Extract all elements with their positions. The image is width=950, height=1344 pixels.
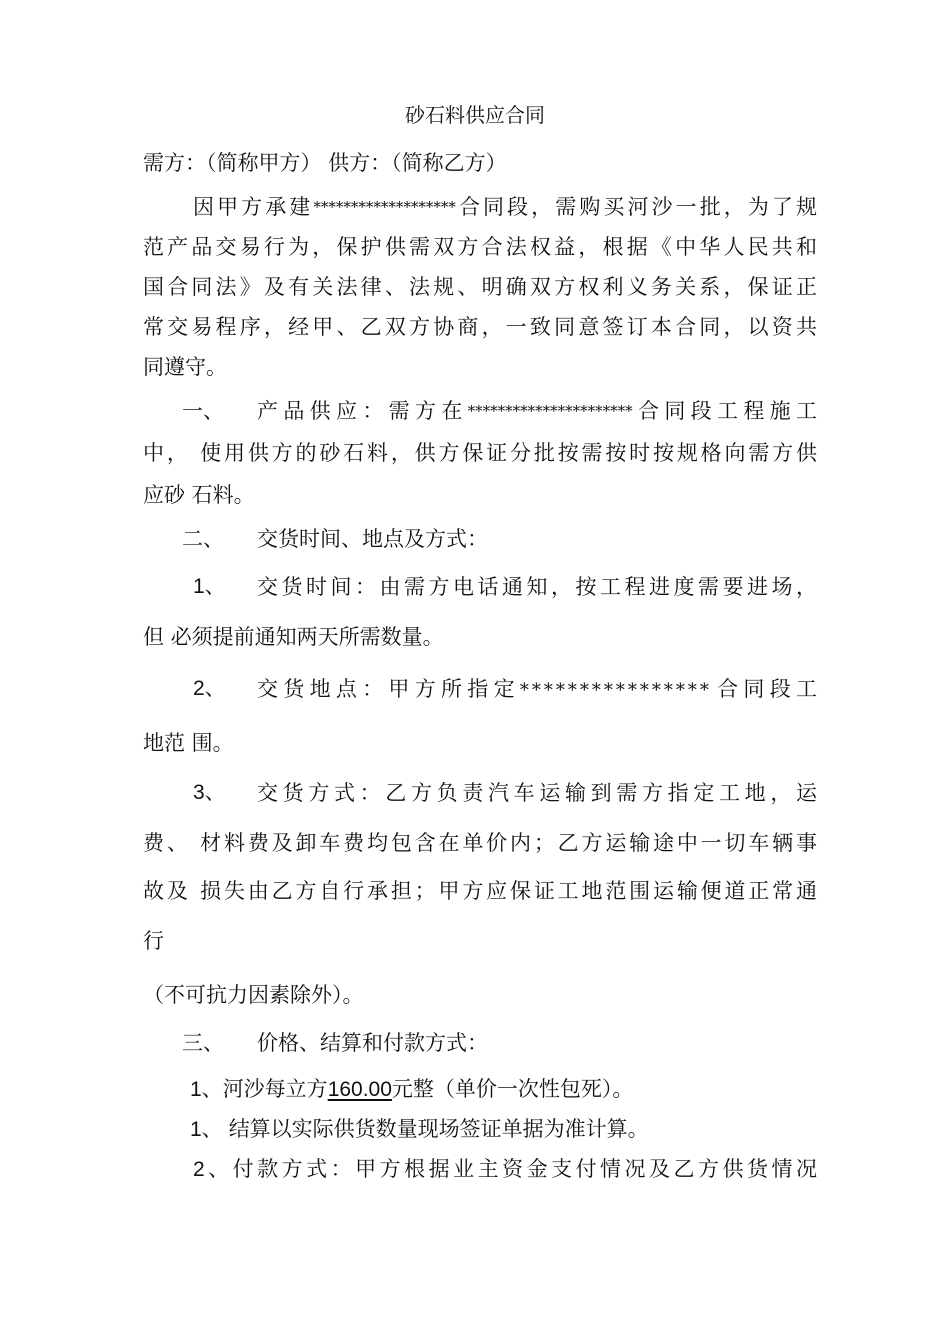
section-text: 河沙每立方 bbox=[222, 1077, 328, 1101]
item-3-2 bbox=[190, 1114, 649, 1145]
intro-text: 因甲方承建 bbox=[193, 195, 314, 219]
item-2-3-line-3: 故及 损失由乙方自行承担；甲方应保证工地范围运输便道正常通 bbox=[143, 879, 817, 903]
document-title: 砂石料供应合同 bbox=[405, 103, 545, 127]
item-3-3 bbox=[193, 1154, 817, 1185]
item-number: 1、 bbox=[190, 1078, 223, 1101]
item-2-3-number: 3、 bbox=[193, 781, 226, 804]
section-text: 结算以实际供货数量现场签证单据为准计算。 bbox=[228, 1117, 649, 1141]
item-2-3-line-4: 行 bbox=[143, 929, 164, 953]
unit-price: 160.00 bbox=[327, 1078, 392, 1101]
intro-line-2: 范产品交易行为，保护供需双方合法权益，根据《中华人民共和 bbox=[143, 235, 817, 259]
section-1-line-3: 应砂 石料。 bbox=[143, 483, 255, 507]
section-1-line-2: 中， 使用供方的砂石料，供方保证分批按需按时按规格向需方供 bbox=[143, 441, 817, 465]
section-text: 合同段工程施工 bbox=[632, 399, 818, 423]
section-text: 合同段工 bbox=[711, 677, 818, 701]
item-number: 2、 bbox=[193, 1158, 233, 1181]
intro-line-4: 常交易程序，经甲、乙双方协商，一致同意签订本合同，以资共 bbox=[143, 315, 817, 339]
item-2-1-number: 1、 bbox=[193, 575, 226, 598]
intro-line-5: 同遵守。 bbox=[143, 355, 227, 379]
item-2-2-number: 2、 bbox=[193, 677, 226, 700]
section-text: 付款方式：甲方根据业主资金支付情况及乙方供货情况 bbox=[232, 1157, 817, 1181]
section-2-heading: 交货时间、地点及方式： bbox=[257, 527, 488, 551]
parties-line: 需方：（简称甲方） 供方：（简称乙方） bbox=[143, 151, 507, 175]
item-2-2-line-1 bbox=[257, 674, 817, 706]
redacted-placeholder: ******************* bbox=[313, 198, 456, 216]
intro-line-1 bbox=[143, 192, 817, 222]
intro-text: 合同段，需购买河沙一批，为了规 bbox=[455, 195, 817, 219]
item-3-1 bbox=[190, 1074, 633, 1105]
item-2-2-line-2: 地范 围。 bbox=[143, 731, 234, 755]
section-1-number: 一、 bbox=[182, 399, 224, 423]
item-number: 1、 bbox=[190, 1118, 223, 1141]
item-2-3-line-1: 交货方式：乙方负责汽车运输到需方指定工地，运 bbox=[257, 781, 817, 805]
item-2-3-line-2: 费、 材料费及卸车费均包含在单价内；乙方运输途中一切车辆事 bbox=[143, 831, 817, 855]
redacted-placeholder: **************** bbox=[519, 680, 712, 701]
section-1-line-1 bbox=[257, 396, 817, 426]
intro-line-3: 国合同法》及有关法律、法规、明确双方权利义务关系，保证正 bbox=[143, 275, 817, 299]
section-text: 交货地点：甲方所指定 bbox=[257, 677, 520, 701]
section-text: 产品供应：需方在 bbox=[257, 399, 468, 423]
item-2-1-line-2: 但 必须提前通知两天所需数量。 bbox=[143, 625, 444, 649]
section-3-heading: 价格、结算和付款方式： bbox=[257, 1031, 488, 1055]
item-2-1-line-1: 交货时间：由需方电话通知，按工程进度需要进场， bbox=[257, 575, 817, 599]
section-3-number: 三、 bbox=[182, 1031, 224, 1055]
item-2-3-line-5: （不可抗力因素除外）。 bbox=[143, 983, 364, 1007]
redacted-placeholder: ********************** bbox=[467, 402, 633, 420]
section-text: 元整（单价一次性包死）。 bbox=[391, 1077, 634, 1101]
section-2-number: 二、 bbox=[182, 527, 224, 551]
